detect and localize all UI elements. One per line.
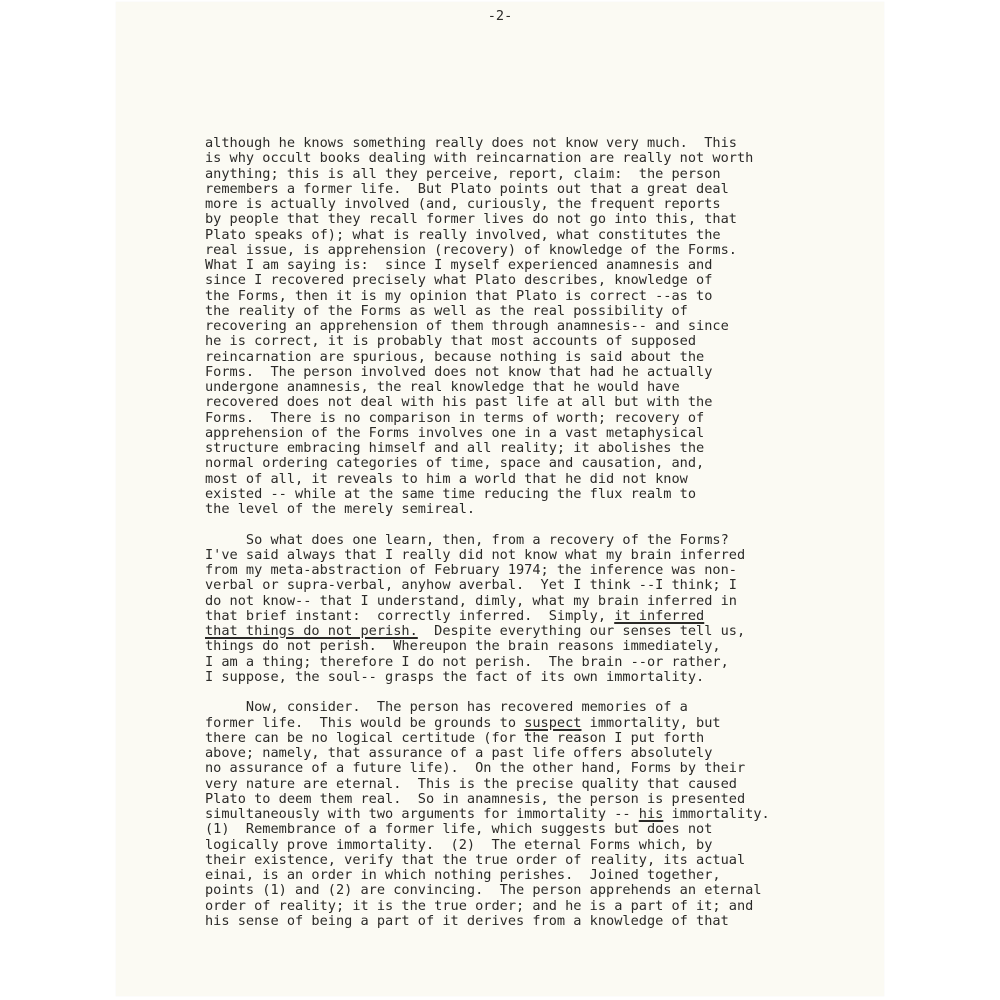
text-line: [205, 609, 865, 624]
text-line: [205, 289, 865, 304]
text-segment: above; namely, that assurance of a past life offers absolutely: [205, 745, 713, 761]
text-line: [205, 761, 865, 776]
text-segment: real issue, is apprehension (recovery) of knowledge of the Forms.: [205, 241, 737, 258]
text-segment: order of reality; it is the true order; and he is a part of it; and: [205, 897, 754, 914]
text-segment: former life. This would be grounds to: [205, 714, 525, 731]
text-segment: (1) Remembrance of a former life, which suggests but does not: [205, 821, 713, 838]
text-line: [205, 868, 865, 883]
text-segment: do not know-- that I understand, dimly, what my brain inferred in: [205, 592, 737, 609]
text-line: [205, 594, 865, 609]
text-segment: Despite everything our senses tell us,: [417, 623, 746, 639]
text-line: [205, 304, 865, 319]
text-line: [205, 273, 865, 288]
text-line: [205, 258, 865, 273]
text-segment: since I recovered precisely what Plato describes, knowledge of: [205, 272, 713, 289]
text-segment: there can be no logical certitude (for the reason I put forth: [205, 729, 705, 746]
text-line: [205, 822, 865, 837]
text-segment: verbal or supra-verbal, anyhow averbal. Yet I think --I think; I: [205, 577, 737, 594]
text-segment: the Forms, then it is my opinion that Plato is correct --as to: [205, 287, 713, 304]
text-segment: he is correct, it is probably that most accounts of supposed: [205, 333, 697, 350]
text-line: [205, 639, 865, 654]
text-line: [205, 670, 865, 685]
page-number: -2-: [487, 8, 513, 24]
text-segment: recovered does not deal with his past life at all but with the: [205, 394, 713, 411]
text-segment: Plato speaks of); what is really involved, what constitutes the: [205, 226, 721, 243]
text-segment: remembers a former life. But Plato points out that a great deal: [205, 180, 729, 197]
text-segment: structure embracing himself and all reality; it abolishes the: [205, 440, 705, 456]
text-line: [205, 243, 865, 258]
text-segment: his sense of being a part of it derives from a knowledge of that: [205, 912, 729, 929]
text-line: [205, 212, 865, 227]
text-segment: simultaneously with two arguments for immortality --: [205, 806, 639, 822]
text-segment: is why occult books dealing with reincarnation are really not worth: [205, 150, 754, 167]
text-line: [205, 624, 865, 639]
text-segment: points (1) and (2) are convincing. The person apprehends an eternal: [205, 882, 762, 899]
text-line: [205, 350, 865, 365]
text-line: [205, 228, 865, 243]
underlined-text: his: [638, 806, 664, 822]
text-line: [205, 838, 865, 853]
paragraph: [205, 136, 865, 517]
text-segment: So what does one learn, then, from a recovery of the Forms?: [205, 531, 729, 548]
text-segment: undergone anamnesis, the real knowledge that he would have: [205, 379, 680, 395]
text-line: [205, 746, 865, 761]
underlined-text: it inferred: [614, 607, 705, 624]
text-line: [205, 655, 865, 670]
text-segment: from my meta-abstraction of February 1974; the inference was non-: [205, 562, 737, 578]
text-segment: anything; this is all they perceive, report, claim: the person: [205, 165, 721, 182]
text-segment: I've said always that I really did not know what my brain inferred: [205, 546, 746, 563]
text-line: [205, 502, 865, 517]
text-line: [205, 182, 865, 197]
text-segment: einai, is an order in which nothing perishes. Joined together,: [205, 867, 721, 883]
text-segment: Now, consider. The person has recovered memories of a: [205, 699, 688, 716]
text-line: [205, 853, 865, 868]
text-segment: that brief instant: correctly inferred. Simply,: [205, 607, 615, 624]
paragraph: [205, 700, 865, 929]
text-line: [205, 151, 865, 166]
text-line: [205, 563, 865, 578]
text-line: [205, 883, 865, 898]
text-segment: apprehension of the Forms involves one in a vast metaphysical: [205, 424, 705, 441]
text-segment: immortality, but: [581, 714, 721, 731]
text-line: [205, 136, 865, 151]
text-line: [205, 395, 865, 410]
text-line: [205, 792, 865, 807]
text-segment: Forms. The person involved does not know that had he actually: [205, 363, 713, 380]
underlined-text: that things do not perish.: [205, 623, 418, 639]
text-line: [205, 899, 865, 914]
text-segment: no assurance of a future life). On the other hand, Forms by their: [205, 760, 746, 777]
text-line: [205, 914, 865, 929]
text-segment: very nature are eternal. This is the precise quality that caused: [205, 775, 737, 792]
text-segment: the level of the merely semireal.: [205, 501, 476, 517]
text-line: [205, 197, 865, 212]
text-line: [205, 716, 865, 731]
body-text: [205, 136, 865, 929]
text-segment: more is actually involved (and, curiously, the frequent reports: [205, 196, 721, 212]
text-line: [205, 533, 865, 548]
text-line: [205, 167, 865, 182]
text-segment: logically prove immortality. (2) The eternal Forms which, by: [205, 836, 713, 853]
paragraph-gap: [205, 685, 865, 700]
paragraph: [205, 533, 865, 686]
text-line: [205, 365, 865, 380]
text-line: [205, 807, 865, 822]
text-segment: Plato to deem them real. So in anamnesis, the person is presented: [205, 790, 746, 807]
text-line: [205, 411, 865, 426]
text-segment: existed -- while at the same time reducing the flux realm to: [205, 485, 697, 502]
text-segment: their existence, verify that the true order of reality, its actual: [205, 851, 746, 868]
text-line: [205, 548, 865, 563]
text-line: [205, 700, 865, 715]
text-line: [205, 472, 865, 487]
text-line: [205, 380, 865, 395]
text-segment: immortality.: [663, 806, 770, 822]
text-line: [205, 441, 865, 456]
text-segment: recovering an apprehension of them through anamnesis-- and since: [205, 318, 729, 334]
paragraph-gap: [205, 517, 865, 532]
text-segment: the reality of the Forms as well as the real possibility of: [205, 302, 688, 319]
text-segment: Forms. There is no comparison in terms of worth; recovery of: [205, 409, 705, 426]
text-segment: although he knows something really does not know very much. This: [205, 135, 737, 151]
text-segment: reincarnation are spurious, because nothing is said about the: [205, 348, 705, 365]
text-line: [205, 334, 865, 349]
underlined-text: suspect: [524, 714, 582, 731]
text-segment: What I am saying is: since I myself experienced anamnesis and: [205, 257, 713, 273]
text-segment: by people that they recall former lives do not go into this, that: [205, 211, 737, 228]
text-line: [205, 578, 865, 593]
text-segment: things do not perish. Whereupon the brain reasons immediately,: [205, 638, 721, 655]
text-line: [205, 487, 865, 502]
text-line: [205, 319, 865, 334]
text-line: [205, 426, 865, 441]
text-segment: most of all, it reveals to him a world that he did not know: [205, 470, 688, 487]
text-line: [205, 456, 865, 471]
text-segment: I suppose, the soul-- grasps the fact of its own immortality.: [205, 668, 705, 685]
text-segment: normal ordering categories of time, space and causation, and,: [205, 455, 705, 472]
text-line: [205, 731, 865, 746]
text-line: [205, 777, 865, 792]
text-segment: I am a thing; therefore I do not perish. The brain --or rather,: [205, 653, 729, 670]
